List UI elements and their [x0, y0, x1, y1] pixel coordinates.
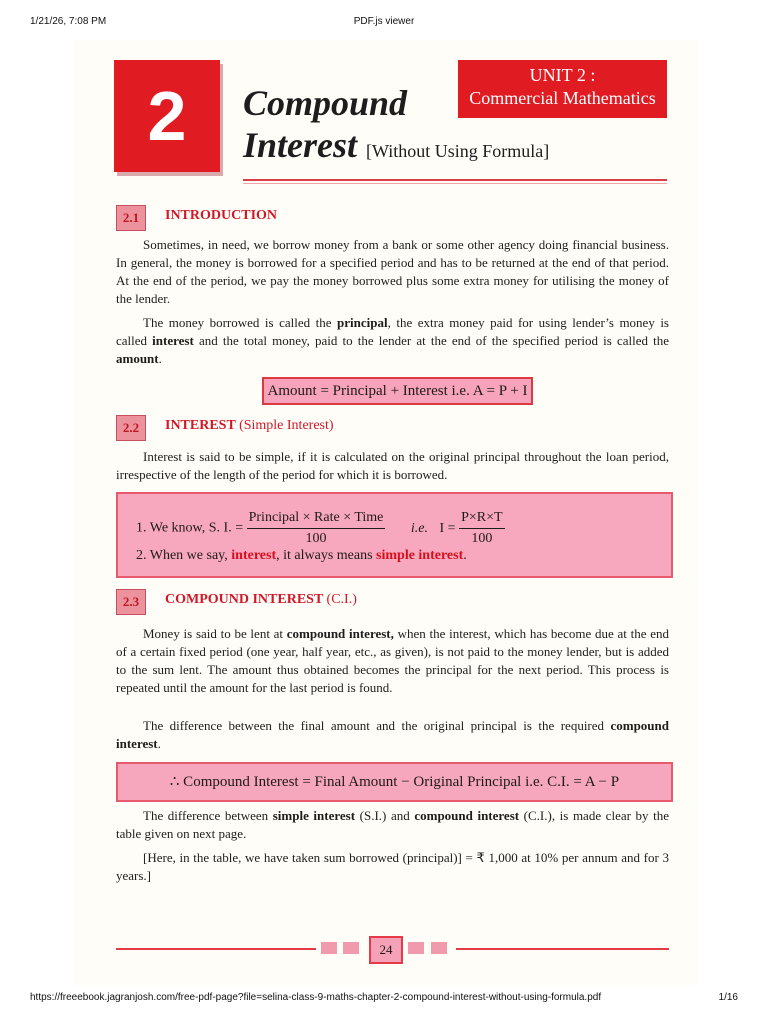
compound-text: The difference between	[143, 808, 273, 823]
interest-symbol: I =	[439, 520, 456, 536]
print-timestamp: 1/21/26, 7:08 PM	[30, 16, 107, 27]
section-title-text: INTEREST	[165, 418, 236, 433]
footer-decoration-left	[321, 942, 337, 954]
compound-text: (S.I.) and	[355, 808, 415, 823]
simple-interest-notes-box	[116, 492, 673, 578]
simple-interest-meaning-line	[136, 546, 467, 566]
footer-decoration-right-2	[431, 942, 447, 954]
section-title-introduction: INTRODUCTION	[165, 208, 278, 223]
simple-interest-term: simple interest	[272, 808, 356, 823]
compound-text: The difference between the final amount and the original principal is the required	[143, 718, 611, 733]
chapter-title-interest: Interest	[243, 125, 358, 165]
footer-decoration-right	[408, 942, 424, 954]
print-page-count: 1/16	[718, 992, 738, 1003]
prt-denominator: 100	[471, 531, 493, 546]
print-url: https://freeebook.jagranjosh.com/free-pdf-page?file=selina-class-9-maths-chapter-2-compound-interest-without-using-formula.pdf	[30, 992, 602, 1003]
interest-term: interest	[152, 333, 194, 348]
compound-interest-term: compound interest	[414, 808, 520, 823]
compound-text: .	[157, 736, 161, 751]
section-subtitle: (Simple Interest)	[239, 418, 334, 433]
formula-prefix: 1. We know, S. I. =	[136, 520, 244, 536]
section-title-compound-interest	[165, 592, 357, 608]
introduction-paragraph-1: Sometimes, in need, we borrow money from a bank or some other agency doing financial business. In general, the money is borrowed for a specified period and has to be returned at the end of that period. At the end of the period, we pay the money borrowed plus some extra money for utilising the money of the lender.	[116, 237, 669, 306]
simple-interest-fraction	[247, 508, 386, 549]
principal-term: principal	[337, 315, 388, 330]
title-underline	[243, 179, 667, 181]
fraction-numerator: Principal × Rate × Time	[247, 508, 386, 529]
intro-text: , the extra money paid for using lender’s money is called	[116, 315, 669, 348]
section-title-interest	[165, 418, 334, 434]
unit-label	[458, 60, 667, 118]
print-footer	[0, 992, 768, 1010]
compound-interest-note: [Here, in the table, we have taken sum borrowed (principal)] = ₹ 1,000 at 10% per annum and for 3 years.]	[116, 850, 669, 883]
compound-interest-formula-box: ∴ Compound Interest = Final Amount − Original Principal i.e. C.I. = A − P	[116, 762, 673, 802]
textbook-page	[73, 40, 698, 985]
chapter-subtitle: [Without Using Formula]	[366, 141, 550, 161]
amount-formula-box: Amount = Principal + Interest i.e. A = P + I	[262, 377, 533, 405]
compound-interest-paragraph-2	[116, 717, 669, 753]
section-subtitle: (C.I.)	[326, 592, 357, 607]
intro-text: The money borrowed is called the	[143, 315, 338, 330]
chapter-number-badge: 2	[114, 60, 220, 172]
simple-interest-paragraph: Interest is said to be simple, if it is calculated on the original principal throughout the loan period, irrespective of the length of the period for which it is borrowed.	[116, 449, 669, 482]
simple-interest-formula-line	[136, 508, 505, 549]
prt-fraction	[459, 508, 504, 549]
section-number-2-3: 2.3	[116, 589, 146, 615]
section-number-2-1: 2.1	[116, 205, 146, 231]
meaning-prefix: 2. When we say,	[136, 548, 232, 563]
footer-decoration-left-2	[343, 942, 359, 954]
print-title: PDF.js viewer	[353, 16, 415, 27]
prt-numerator: P×R×T	[459, 508, 504, 529]
compound-interest-paragraph-3	[116, 807, 669, 843]
compound-interest-term: compound interest	[116, 718, 669, 751]
ie-label: i.e.	[410, 520, 429, 536]
title-underline-secondary	[243, 183, 667, 184]
footer-rule-left	[116, 948, 316, 950]
simple-interest-highlight: simple interest	[376, 548, 464, 563]
section-title-text: COMPOUND INTEREST	[165, 592, 324, 607]
compound-text: Money is said to be lent at	[143, 626, 287, 641]
compound-interest-term: compound interest,	[286, 626, 394, 641]
compound-text: (C.I.), is made clear by the table given on next page.	[116, 808, 669, 841]
unit-line1: UNIT 2 :	[529, 65, 596, 85]
meaning-middle: , it always means	[276, 548, 377, 563]
fraction-denominator: 100	[305, 531, 327, 546]
meaning-end: .	[463, 548, 467, 563]
amount-term: amount	[116, 351, 159, 366]
chapter-title-line2	[243, 124, 549, 172]
interest-highlight: interest	[231, 548, 277, 563]
compound-text: when the interest, which has become due at the end of a certain fixed period (one year, half year, etc., as given), is not paid to the money lender, but is added to the sum lent. The amount thus obtained becomes the principal for the next period. This process is repeated until the amount for the last period is found.	[116, 626, 670, 695]
page-number: 24	[369, 936, 403, 964]
compound-interest-paragraph-1	[116, 625, 669, 697]
intro-text: and the total money, paid to the lender at the end of the specified period is called the	[193, 333, 669, 348]
unit-line2: Commercial Mathematics	[469, 88, 656, 108]
chapter-title-line1: Compound	[243, 83, 408, 123]
print-header	[0, 0, 768, 27]
section-number-2-2: 2.2	[116, 415, 146, 441]
footer-rule-right	[456, 948, 669, 950]
intro-text: .	[158, 351, 162, 366]
introduction-paragraph-2	[116, 314, 669, 368]
